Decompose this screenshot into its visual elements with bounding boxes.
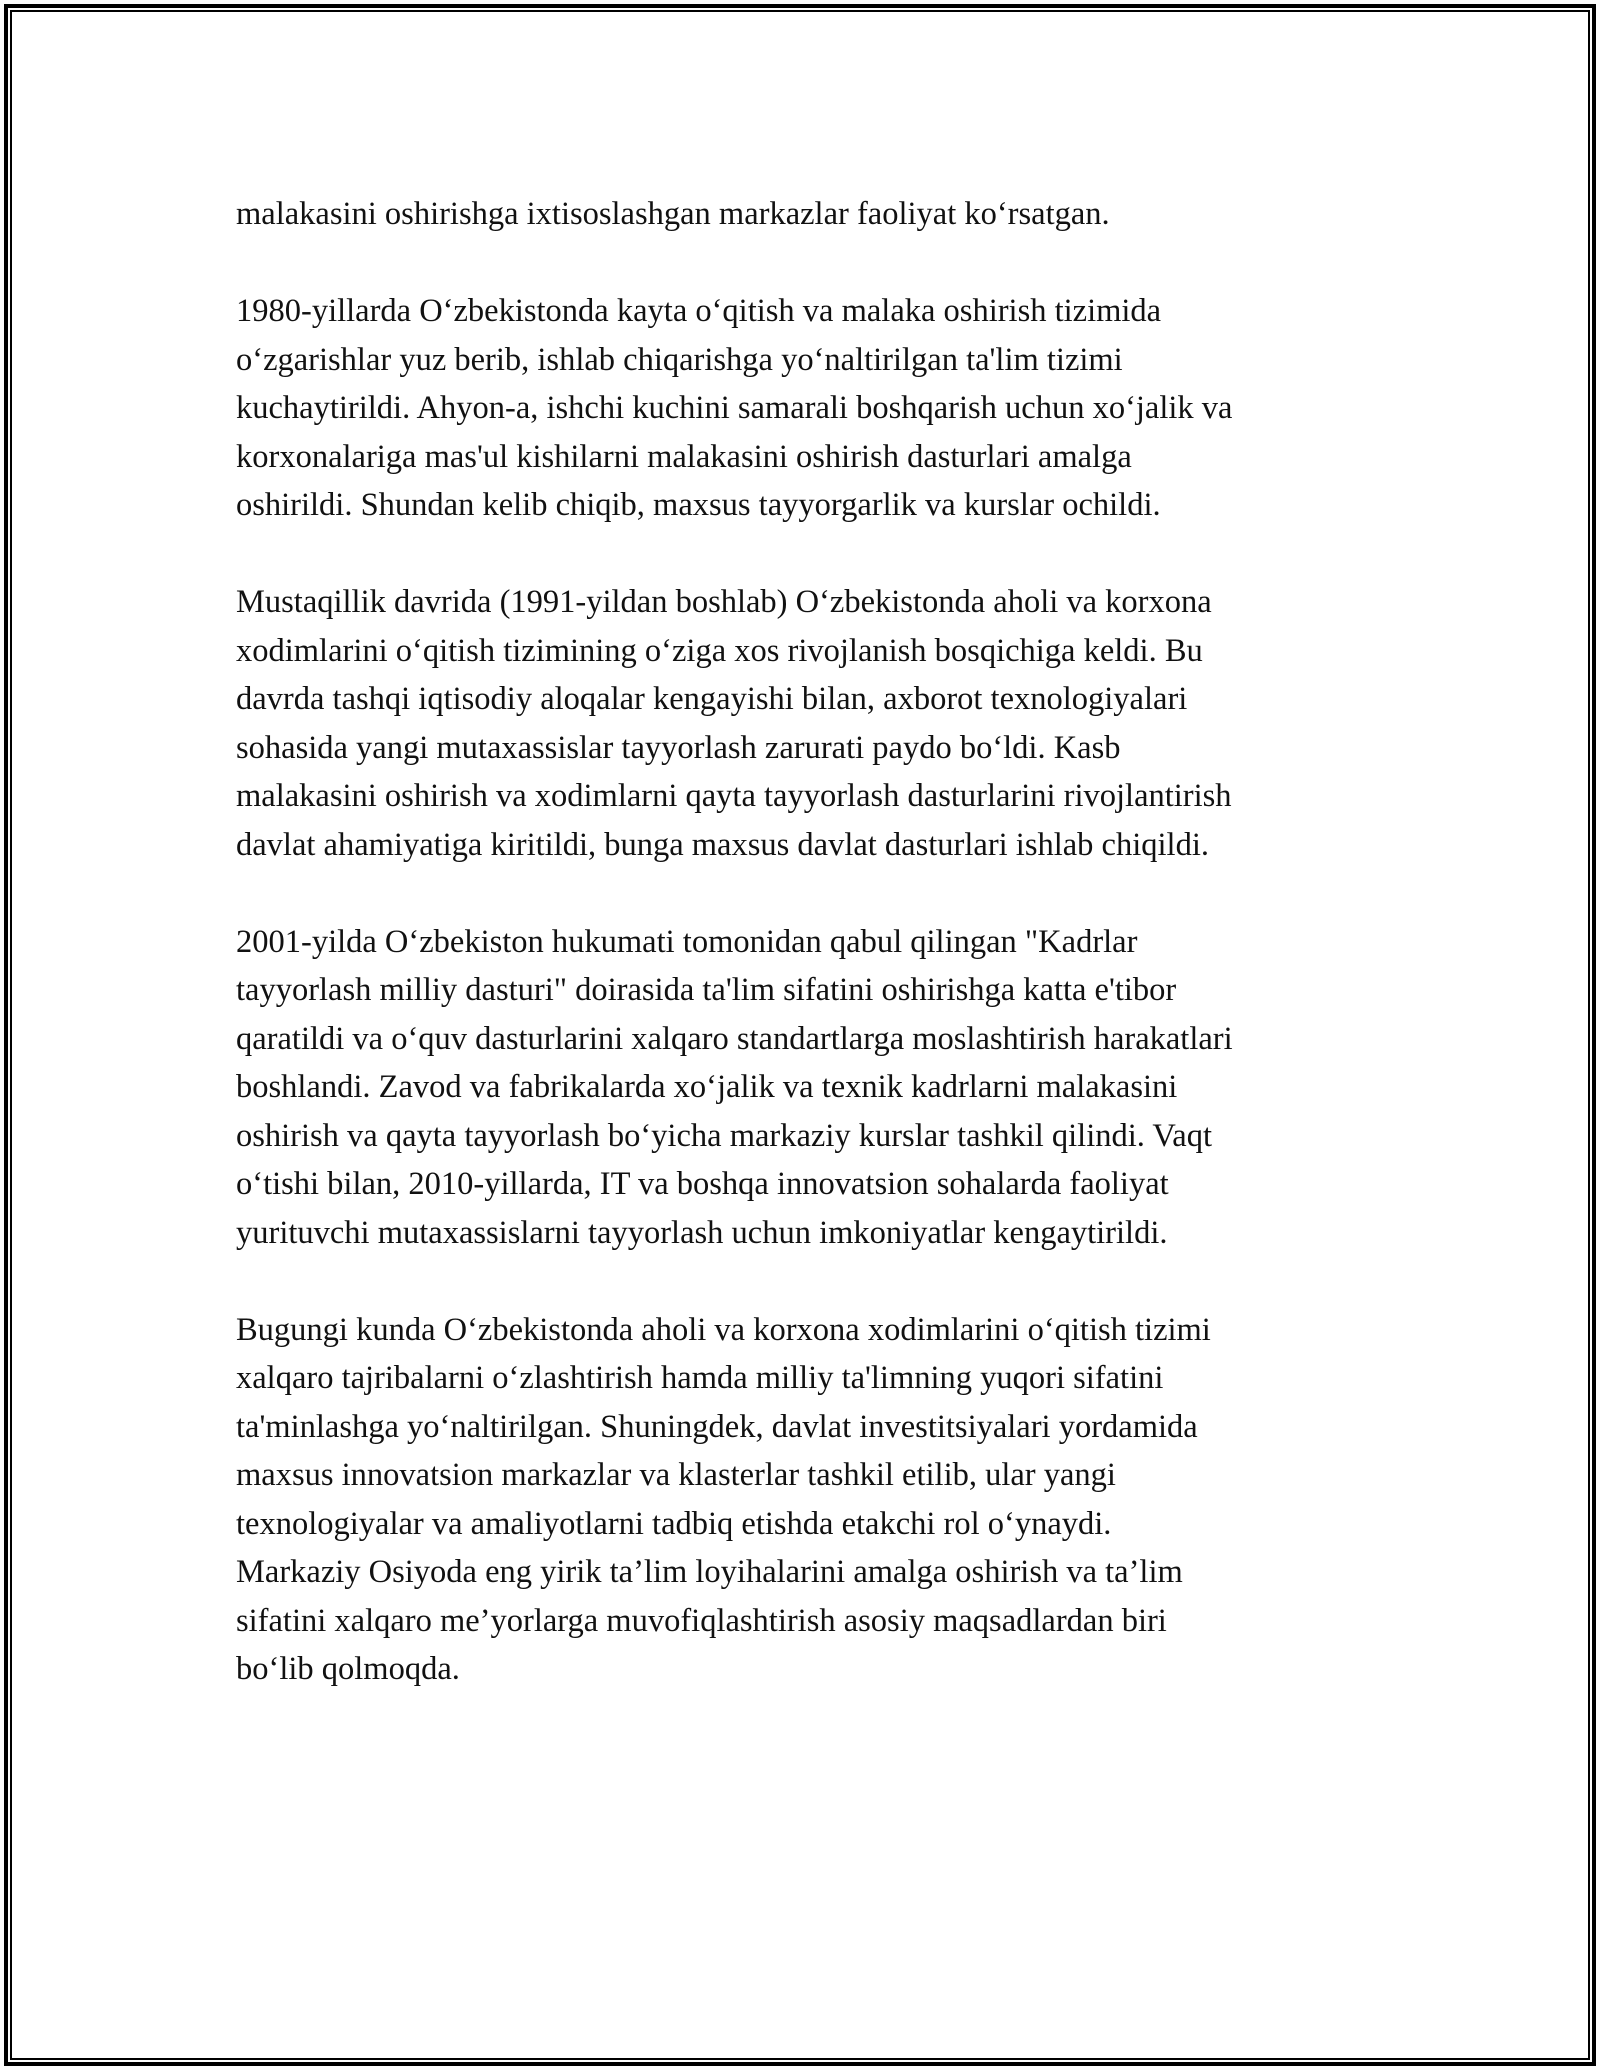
text-line: davlat ahamiyatiga kiritildi, bunga maxsus davlat dasturlari ishlab chiqildi. [236,826,1209,863]
text-line: 2001-yilda O‘zbekiston hukumati tomonidan qabul qilingan "Kadrlar [236,923,1138,960]
text-line: oshirildi. Shundan kelib chiqib, maxsus tayyorgarlik va kurslar ochildi. [236,487,1161,523]
text-line: sifatini xalqaro me’yorlarga muvofiqlashtirish asosiy maqsadlardan biri [236,1602,1167,1639]
text-line: 1980-yillarda O‘zbekistonda kayta o‘qitish va malaka oshirish tizimida [236,293,1162,329]
text-line: maxsus innovatsion markazlar va klasterlar tashkil etilib, ular yangi [236,1457,1116,1493]
text-line: Markaziy Osiyoda eng yirik ta’lim loyihalarini amalga oshirish va ta’lim [236,1554,1183,1590]
text-line: sohasida yangi mutaxassislar tayyorlash zarurati paydo bo‘ldi. Kasb [236,729,1121,766]
paragraph-3 [236,578,1366,869]
paragraph-1 [236,190,1366,239]
text-line: ta'minlashga yo‘naltirilgan. Shuningdek, davlat investitsiyalari yordamida [236,1408,1198,1445]
text-line: boshlandi. Zavod va fabrikalarda xo‘jalik va texnik kadrlarni malakasini [236,1069,1178,1105]
text-line: davrda tashqi iqtisodiy aloqalar kengayishi bilan, axborot texnologiyalari [236,681,1188,717]
document-body [236,190,1366,1742]
text-line: xodimlarini o‘qitish tizimining o‘ziga xos rivojlanish bosqichiga keldi. Bu [236,632,1203,669]
text-line: malakasini oshirishga ixtisoslashgan markazlar faoliyat ko‘rsatgan. [236,196,1110,232]
text-line: Mustaqillik davrida (1991-yildan boshlab) O‘zbekistonda aholi va korxona [236,584,1212,620]
paragraph-4 [236,918,1366,1258]
text-line: yurituvchi mutaxassislarni tayyorlash uchun imkoniyatlar kengaytirildi. [236,1214,1168,1251]
text-line: bo‘lib qolmoqda. [236,1651,460,1687]
text-line: tayyorlash milliy dasturi" doirasida ta'lim sifatini oshirishga katta e'tibor [236,972,1177,1008]
text-line: Bugungi kunda O‘zbekistonda aholi va korxona xodimlarini o‘qitish tizimi [236,1311,1211,1348]
text-line: malakasini oshirish va xodimlarni qayta tayyorlash dasturlarini rivojlantirish [236,778,1232,814]
text-line: o‘tishi bilan, 2010-yillarda, IT va boshqa innovatsion sohalarda faoliyat [236,1166,1169,1202]
text-line: kuchaytirildi. Ahyon-a, ishchi kuchini samarali boshqarish uchun xo‘jalik va [236,390,1233,426]
paragraph-2 [236,287,1366,530]
text-line: korxonalariga mas'ul kishilarni malakasini oshirish dasturlari amalga [236,438,1132,475]
text-line: oshirish va qayta tayyorlash bo‘yicha markaziy kurslar tashkil qilindi. Vaqt [236,1117,1212,1154]
text-line: xalqaro tajribalarni o‘zlashtirish hamda milliy ta'limning yuqori sifatini [236,1360,1164,1396]
text-line: qaratildi va o‘quv dasturlarini xalqaro standartlarga moslashtirish harakatlari [236,1020,1233,1057]
text-line: o‘zgarishlar yuz berib, ishlab chiqarishga yo‘naltirilgan ta'lim tizimi [236,341,1123,378]
paragraph-5 [236,1306,1366,1694]
text-line: texnologiyalar va amaliyotlarni tadbiq etishda etakchi rol o‘ynaydi. [236,1505,1112,1542]
